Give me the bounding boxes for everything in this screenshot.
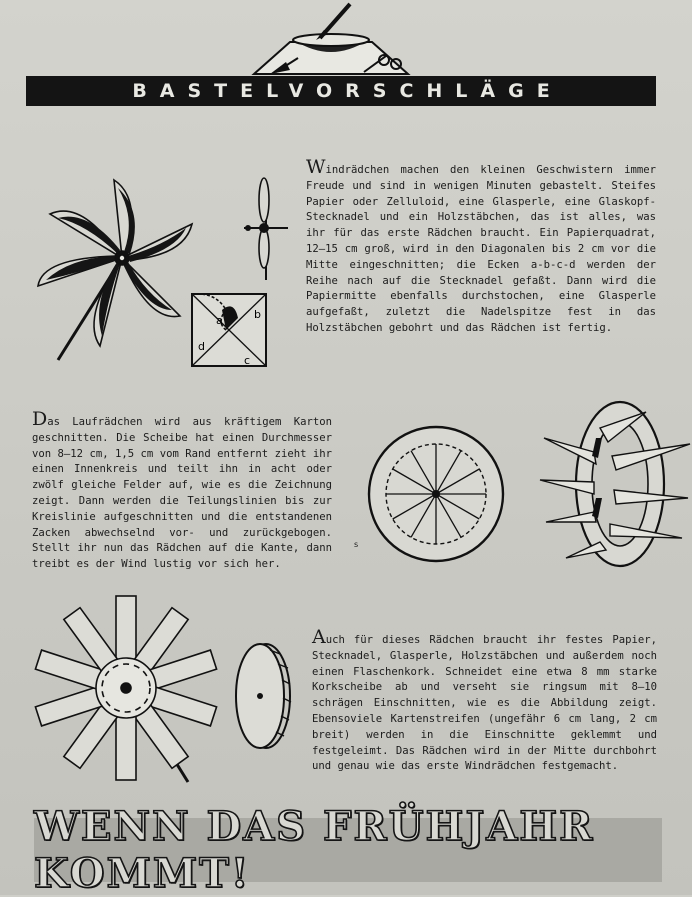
paragraph-windraedchen (306, 156, 656, 337)
page-title: BASTELVORSCHLÄGE (132, 80, 563, 102)
diagram-label-d: d (198, 340, 205, 353)
title-bar (26, 76, 656, 106)
footer-slogan: WENN DAS FRÜHJAHR KOMMT! (34, 803, 595, 897)
paragraph-laufraedchen (32, 408, 332, 573)
paragraph-korkrad (312, 626, 657, 775)
diagram-label-b: b (254, 308, 261, 321)
fold-diagram (186, 288, 272, 372)
stray-mark: s (354, 540, 359, 549)
pinwheel-side-view (238, 172, 294, 282)
cork-disc-illustration (230, 640, 296, 752)
diagram-label-a: a (216, 314, 223, 327)
cardboard-disc-diagram (366, 424, 506, 564)
running-wheel-illustration (536, 398, 692, 570)
paragraph-text: as Laufrädchen wird aus kräftigem Karton geschnitten. Die Scheibe hat einen Durchmesser von 8—12 cm, 1,5 cm vom Rand entfernt zieht ihr einen Innenkreis und teilt ihn in acht oder zwölf gleiche Felder auf, wie es die Zeichnung zeigt. Dann werden die Teilungslinien bis zur Kreislinie aufgeschnitten und die entstandenen Zacken abwechselnd vor- und zurückgebogen. Stellt ihr nun das Rädchen auf die Kante, dann treibt es der Wind lustig vor sich her. (32, 416, 332, 571)
footer-banner (34, 803, 662, 897)
dropcap: W (306, 156, 326, 178)
dropcap: D (32, 408, 48, 430)
craft-bowl-brush-scissors-icon (246, 0, 416, 80)
paragraph-text: uch für dieses Rädchen braucht ihr festes Papier, Stecknadel, Glasperle, Holzstäbchen und außerdem noch einen Flaschenkork. Schneidet eine etwa 8 mm starke Korkscheibe ab und verseht sie ringsum mit 8—10 schrägen Einschnitten, wie es die Abbildung zeigt. Ebensoviele Kartenstreifen (ungefähr 6 cm lang, 2 cm breit) werden in die Einschnitte geklemmt und festgeleimt. Das Rädchen wird in der Mitte durchbohrt und genau wie das erste Windrädchen festgemacht. (312, 634, 657, 773)
diagram-label-c: c (244, 354, 251, 367)
paragraph-text: indrädchen machen den kleinen Geschwistern immer Freude und sind in wenigen Minuten gebastelt. Steifes Papier oder Zelluloid, eine Glasperle, eine Glaskopf-Stecknadel und ein Holzstäbchen, das ist alles, was ihr für das erste Rädchen braucht. Ein Papierquadrat, 12—15 cm groß, wird in den Diagonalen bis 2 cm vor die Mitte eingeschnitten; die Ecken a-b-c-d werden der Reihe nach auf die Stecknadel gefaßt. Dann wird die Papiermitte ebenfalls durchstochen, eine Glasperle aufgefaßt, zuletzt die Nadelspitze fest in das Holzstäbchen gebohrt und das Rädchen ist fertig. (306, 164, 656, 334)
paddle-wheel-illustration (28, 592, 224, 788)
dropcap: A (312, 626, 326, 648)
